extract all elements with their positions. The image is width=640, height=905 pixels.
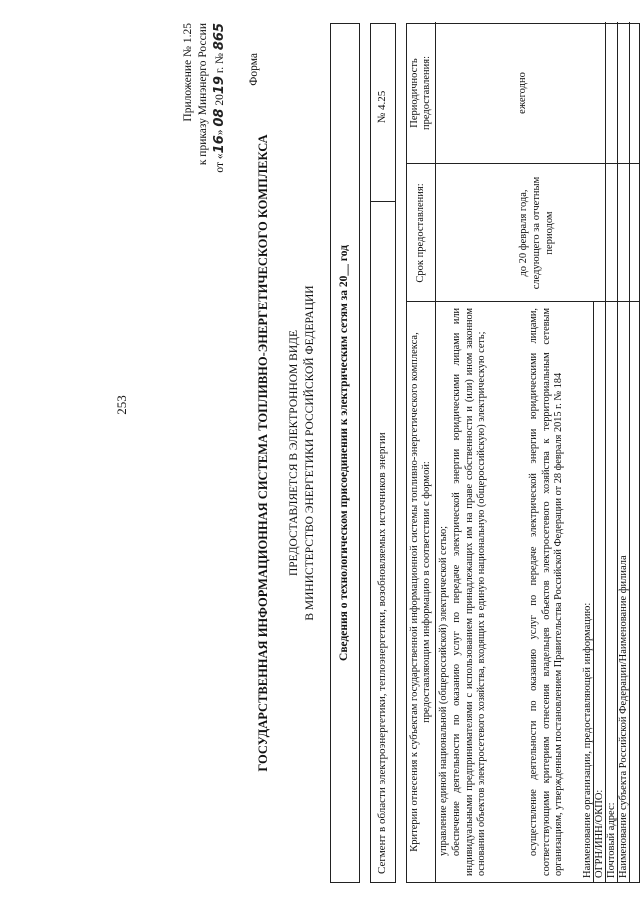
footer-org-name: Наименование организации, предоставляющей информацию: (582, 602, 593, 878)
criteria-item: осуществление деятельности по оказанию услуг по передаче электрической энергии юридическими лицами, соответствующими критериям отнесения владельцев объектов электросетевого хозяйства к территориальным сетевым организациям, утвержденным постановлением Правительства Российской Федерации от 28 февраля 2015 г. № 184 (528, 308, 565, 876)
criteria-table (406, 23, 640, 883)
table-header-divider (435, 22, 436, 882)
form-code: № 4.25 (376, 90, 388, 124)
footer-region: Наименование субъекта Российской Федерации/Наименование филиала (618, 555, 629, 878)
footer-divider (605, 22, 606, 882)
appendix-order-ref: к приказу Минэнерго России (197, 23, 209, 166)
form-page (170, 23, 640, 883)
criteria-item: управление единой национальной (общероссийской) электрической сетью; (438, 525, 449, 856)
period-header: Периодичность предоставления: (409, 56, 432, 130)
footer-ogrn: ОГРН/ИНН/ОКПО: (594, 789, 605, 878)
handwritten-month: 08 (212, 108, 227, 127)
document-title: ГОСУДАРСТВЕННАЯ ИНФОРМАЦИОННАЯ СИСТЕМА ТОПЛИВНО-ЭНЕРГЕТИЧЕСКОГО КОМПЛЕКСА (256, 134, 270, 772)
criteria-item: обеспечение деятельности по оказанию услуг по передаче электрической энергии юридическими лицами или индивидуальными предпринимателями с использованием принадлежащих им на праве собственности и (или) ином законном основании объектов электросетевого хозяйства, входящих в единую национальную (общероссийскую) электрическую сеть; (451, 308, 488, 876)
segment-label: Сегмент в области электроэнергетики, теплоэнергетики, возобновляемых источников энергии (376, 432, 388, 874)
term-header: Срок предоставления: (415, 183, 426, 283)
term-value: до 20 февраля года, следующего за отчетным периодом (518, 176, 555, 290)
appendix-number: Приложение № 1.25 (182, 23, 194, 122)
page-number-box (100, 385, 144, 425)
subtitle-ministry: В МИНИСТЕРСТВО ЭНЕРГЕТИКИ РОССИЙСКОЙ ФЕДЕРАЦИИ (304, 285, 316, 621)
criteria-header: Критерии отнесения к субъектам государственной информационной системы топливно-энергетического комплекса, предоставляющим информацию в соответствии с формой: (409, 332, 432, 852)
period-value: ежегодно (517, 72, 528, 114)
form-label: Форма (248, 53, 260, 86)
page-number: 253 (114, 395, 129, 415)
footer-divider (629, 22, 630, 882)
handwritten-day: 16 (212, 135, 227, 154)
info-title: Сведения о технологическом присоединении к электрическим сетям за 20__ год (338, 245, 350, 661)
handwritten-order-number: 865 (212, 23, 227, 51)
segment-divider (371, 201, 395, 202)
segment-box (370, 23, 396, 883)
subtitle-electronic: ПРЕДОСТАВЛЯЕТСЯ В ЭЛЕКТРОННОМ ВИДЕ (288, 329, 300, 577)
handwritten-year: 19 (212, 76, 227, 95)
footer-address: Почтовый адрес: (606, 802, 617, 878)
appendix-date-line: от «16» 08 2019 г. № 865 (212, 23, 227, 173)
info-title-box (330, 23, 360, 883)
